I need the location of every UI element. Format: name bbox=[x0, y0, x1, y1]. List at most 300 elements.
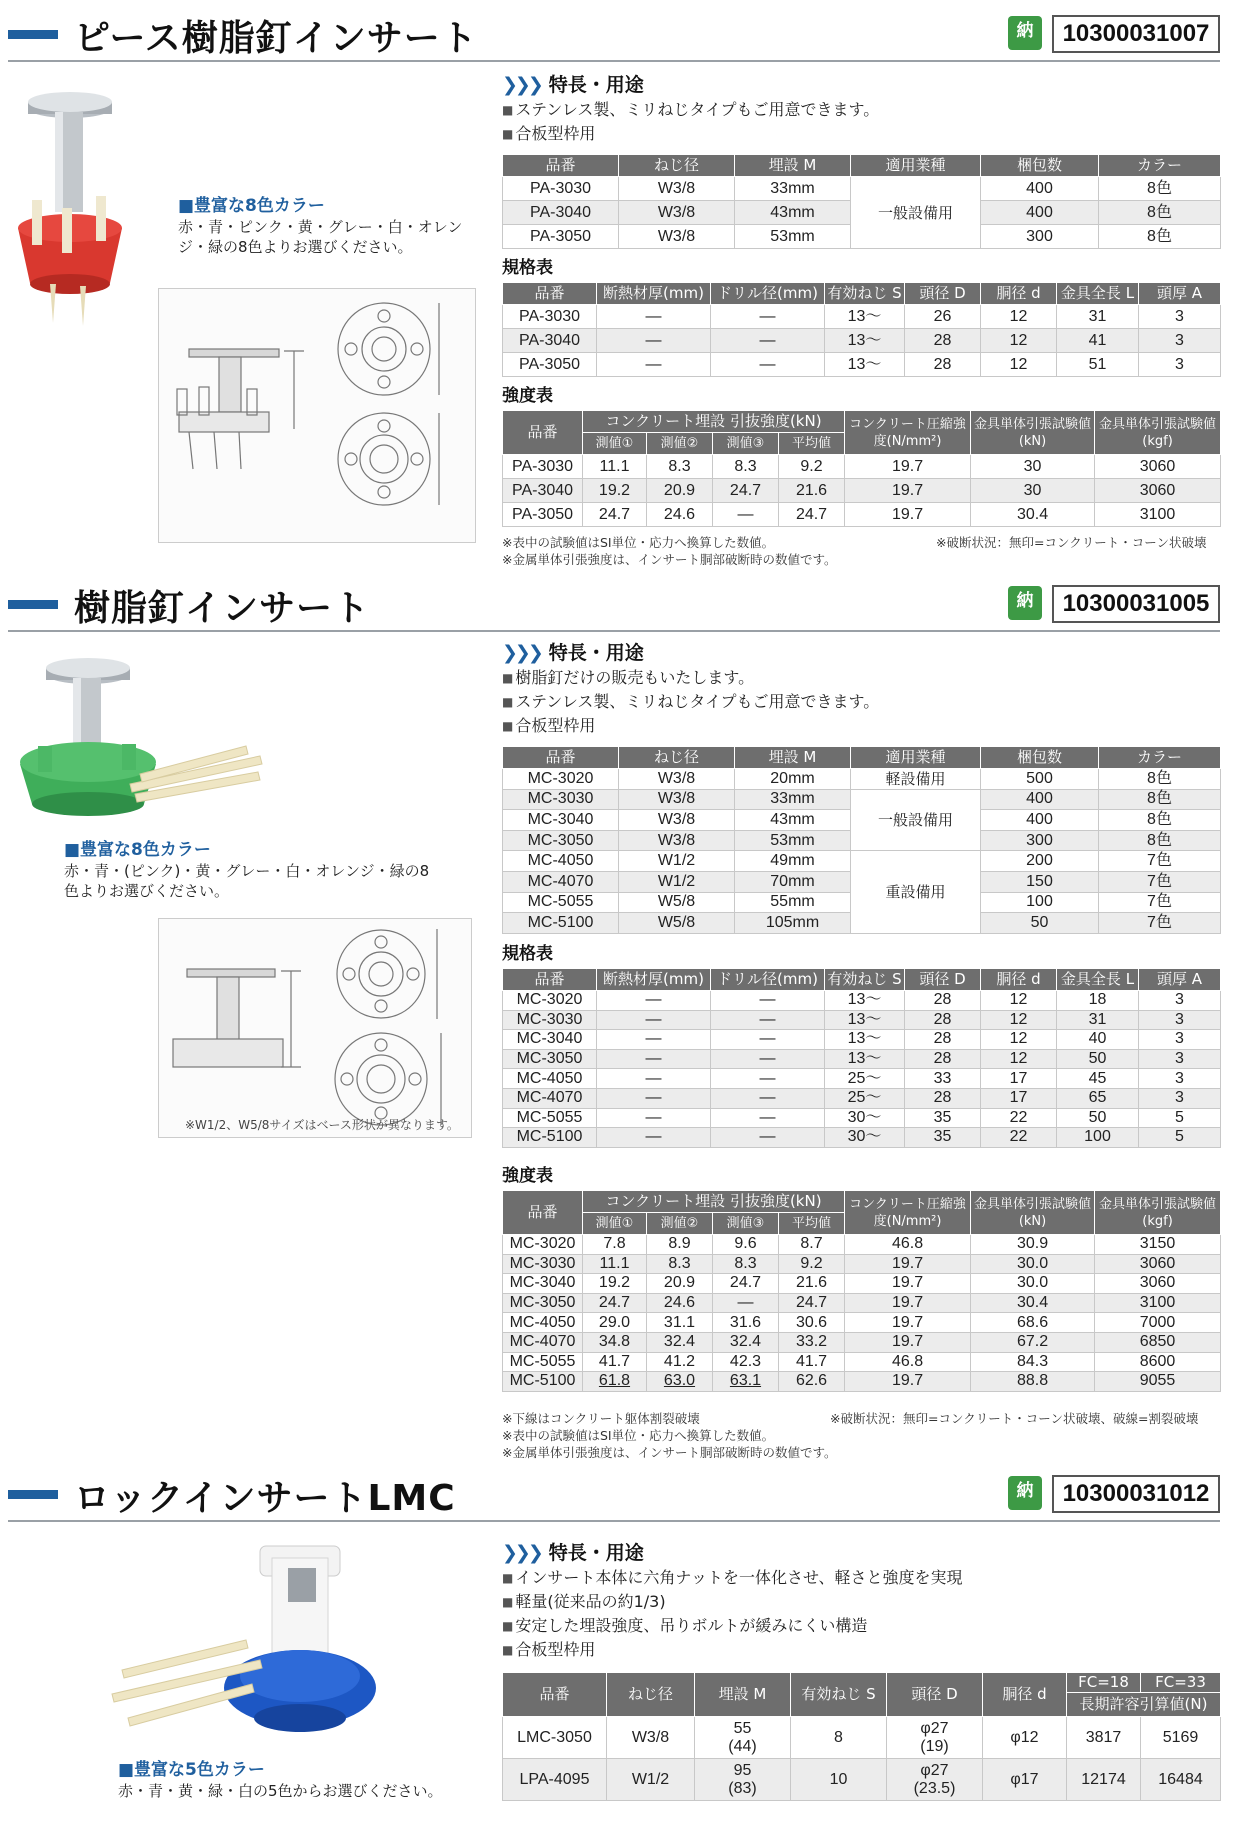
cell: W1/2 bbox=[619, 851, 735, 872]
product-photo bbox=[110, 1538, 400, 1738]
col-header: 測値③ bbox=[713, 1213, 779, 1235]
table-row bbox=[503, 789, 1221, 810]
cell: 51 bbox=[1057, 353, 1139, 377]
cell: 500 bbox=[981, 769, 1099, 790]
cell: 46.8 bbox=[845, 1352, 971, 1372]
cell bbox=[695, 1759, 791, 1801]
col-header: 長期許容引算値(N) bbox=[1067, 1693, 1221, 1717]
cell: 12 bbox=[981, 329, 1057, 353]
cell: 7色 bbox=[1099, 851, 1221, 872]
cell: MC-3050 bbox=[503, 1049, 597, 1069]
cell: — bbox=[597, 1030, 711, 1050]
spec-table bbox=[502, 282, 1221, 377]
cell: 5169 bbox=[1141, 1717, 1221, 1759]
cell: 3100 bbox=[1095, 1293, 1221, 1313]
color-caption bbox=[64, 840, 434, 901]
cell: 8色 bbox=[1099, 177, 1221, 201]
cell-line: (83) bbox=[728, 1779, 757, 1797]
cell: 12 bbox=[981, 1030, 1057, 1050]
cell: 5 bbox=[1139, 1128, 1221, 1148]
industry-cell: 重設備用 bbox=[851, 851, 981, 933]
table-row bbox=[503, 329, 1221, 353]
col-header: 梱包数 bbox=[981, 747, 1099, 769]
cell: 28 bbox=[905, 1088, 981, 1108]
delivery-badge-icon: 納 bbox=[1008, 16, 1042, 50]
col-header: 金具全長 L bbox=[1057, 969, 1139, 991]
cell: 68.6 bbox=[971, 1313, 1095, 1333]
cell: 19.7 bbox=[845, 1313, 971, 1333]
cell: MC-3040 bbox=[503, 1274, 583, 1294]
col-header: 測値① bbox=[583, 1213, 647, 1235]
cell: 63.0 bbox=[647, 1372, 713, 1392]
cell: 400 bbox=[981, 201, 1099, 225]
delivery-badge-icon: 納 bbox=[1008, 1476, 1042, 1510]
cell: 19.7 bbox=[845, 1332, 971, 1352]
cell: 3 bbox=[1139, 1088, 1221, 1108]
cell: 7.8 bbox=[583, 1235, 647, 1255]
cell: W1/2 bbox=[607, 1759, 695, 1801]
triple-chevron-icon: ❯❯❯ bbox=[502, 642, 541, 664]
cell: W3/8 bbox=[619, 177, 735, 201]
cell: 24.7 bbox=[779, 503, 845, 527]
dimension-drawing bbox=[158, 288, 476, 543]
table-row bbox=[503, 479, 1221, 503]
table-row bbox=[503, 1254, 1221, 1274]
col-header: 測値① bbox=[583, 433, 647, 455]
cell: 19.7 bbox=[845, 503, 971, 527]
table-row bbox=[503, 1128, 1221, 1148]
cell: 32.4 bbox=[647, 1332, 713, 1352]
table-row bbox=[503, 1088, 1221, 1108]
cell: 8.7 bbox=[779, 1235, 845, 1255]
footnote: ※金属単体引張強度は、インサート胴部破断時の数値です。 bbox=[502, 552, 837, 567]
cell: φ17 bbox=[983, 1759, 1067, 1801]
cell: 65 bbox=[1057, 1088, 1139, 1108]
cell: 30.6 bbox=[779, 1313, 845, 1333]
spec-title: 規格表 bbox=[502, 944, 553, 964]
table-row bbox=[503, 353, 1221, 377]
cell: 8色 bbox=[1099, 830, 1221, 851]
caption-text: 赤・青・黄・緑・白の5色からお選びください。 bbox=[118, 1782, 443, 1800]
header-accent-bar bbox=[8, 1490, 58, 1499]
cell: 3150 bbox=[1095, 1235, 1221, 1255]
cell: 13～ bbox=[825, 1049, 905, 1069]
cell: 8.3 bbox=[713, 1254, 779, 1274]
col-header: 埋設 M bbox=[735, 747, 851, 769]
cell: 12 bbox=[981, 1010, 1057, 1030]
footnote-right: ※破断状況：無印=コンクリート・コーン状破壊、破線=割裂破壊 bbox=[830, 1411, 1199, 1426]
cell: 400 bbox=[981, 177, 1099, 201]
cell: 150 bbox=[981, 871, 1099, 892]
cell-line: (23.5) bbox=[913, 1779, 956, 1797]
cell: MC-4070 bbox=[503, 871, 619, 892]
cell: 62.6 bbox=[779, 1372, 845, 1392]
table-row bbox=[503, 305, 1221, 329]
cell: PA-3040 bbox=[503, 329, 597, 353]
cell: MC-4070 bbox=[503, 1088, 597, 1108]
col-header: 頭径 D bbox=[887, 1673, 983, 1717]
cell-line: φ27 bbox=[920, 1719, 949, 1737]
cell: MC-3030 bbox=[503, 789, 619, 810]
cell: MC-4050 bbox=[503, 851, 619, 872]
cell: MC-4070 bbox=[503, 1332, 583, 1352]
cell: 24.7 bbox=[583, 1293, 647, 1313]
col-header: 測値② bbox=[647, 1213, 713, 1235]
features-heading bbox=[502, 1540, 1220, 1566]
features-heading-text: 特長・用途 bbox=[548, 642, 644, 664]
cell: 63.1 bbox=[713, 1372, 779, 1392]
cell: 3060 bbox=[1095, 455, 1221, 479]
table-row bbox=[503, 1010, 1221, 1030]
feature-item: ■ 合板型枠用 bbox=[502, 122, 1220, 146]
section-title: ピース樹脂釘インサート bbox=[74, 18, 478, 59]
cell: 12174 bbox=[1067, 1759, 1141, 1801]
section-header bbox=[8, 578, 1220, 632]
cell: 3 bbox=[1139, 353, 1221, 377]
cell: W3/8 bbox=[619, 789, 735, 810]
cell: 3 bbox=[1139, 1049, 1221, 1069]
color-caption bbox=[178, 196, 468, 257]
table-row bbox=[503, 1235, 1221, 1255]
cell: 46.8 bbox=[845, 1235, 971, 1255]
col-header: 品番 bbox=[503, 283, 597, 305]
features bbox=[502, 72, 1220, 146]
col-header: 品番 bbox=[503, 1673, 607, 1717]
cell: 50 bbox=[1057, 1049, 1139, 1069]
cell: 24.6 bbox=[647, 1293, 713, 1313]
col-header: 平均値 bbox=[779, 1213, 845, 1235]
col-header: FC=33 bbox=[1141, 1673, 1221, 1693]
cell: 8色 bbox=[1099, 769, 1221, 790]
cell: — bbox=[711, 1030, 825, 1050]
delivery-badge-icon: 納 bbox=[1008, 586, 1042, 620]
cell: φ12 bbox=[983, 1717, 1067, 1759]
caption-title: ■豊富な8色カラー bbox=[178, 196, 325, 216]
col-header: 品番 bbox=[503, 747, 619, 769]
cell: MC-5100 bbox=[503, 1128, 597, 1148]
cell: 29.0 bbox=[583, 1313, 647, 1333]
cell: 40 bbox=[1057, 1030, 1139, 1050]
cell: 8色 bbox=[1099, 225, 1221, 249]
cell: 30.4 bbox=[971, 503, 1095, 527]
cell: 42.3 bbox=[713, 1352, 779, 1372]
drawing-note: ※W1/2、W5/8サイズはベース形状が異なります。 bbox=[185, 1118, 459, 1132]
cell: — bbox=[711, 1010, 825, 1030]
cell: 43mm bbox=[735, 201, 851, 225]
cell: 31.6 bbox=[713, 1313, 779, 1333]
table-row bbox=[503, 1352, 1221, 1372]
col-header: 品番 bbox=[503, 155, 619, 177]
cell: MC-3020 bbox=[503, 991, 597, 1011]
col-header: 有効ねじ S bbox=[791, 1673, 887, 1717]
cell: 45 bbox=[1057, 1069, 1139, 1089]
col-header: 頭径 D bbox=[905, 969, 981, 991]
cell: 3060 bbox=[1095, 1254, 1221, 1274]
cell-line: φ27 bbox=[920, 1761, 949, 1779]
cell: — bbox=[597, 1128, 711, 1148]
col-header: ドリル径(mm) bbox=[711, 283, 825, 305]
cell: 9055 bbox=[1095, 1372, 1221, 1392]
feature-item: ■ 樹脂釘だけの販売もいたします。 bbox=[502, 666, 1220, 690]
cell: 13～ bbox=[825, 353, 905, 377]
cell: 13～ bbox=[825, 305, 905, 329]
cell: MC-3040 bbox=[503, 1030, 597, 1050]
cell: — bbox=[713, 503, 779, 527]
cell: W3/8 bbox=[619, 769, 735, 790]
feature-item: ■ 合板型枠用 bbox=[502, 1638, 1220, 1662]
cell-line: (44) bbox=[728, 1737, 757, 1755]
cell: — bbox=[597, 1069, 711, 1089]
cell: LPA-4095 bbox=[503, 1759, 607, 1801]
features bbox=[502, 640, 1220, 738]
col-header: 頭厚 A bbox=[1139, 283, 1221, 305]
color-caption bbox=[118, 1760, 498, 1801]
cell: 30 bbox=[971, 455, 1095, 479]
cell: 24.7 bbox=[713, 479, 779, 503]
cell: 31.1 bbox=[647, 1313, 713, 1333]
section-title: ロックインサートLMC bbox=[74, 1478, 456, 1519]
strength-table bbox=[502, 1190, 1221, 1392]
footnote: ※表中の試験値はSI単位・応力へ換算した数値。 bbox=[502, 535, 775, 550]
cell: — bbox=[711, 329, 825, 353]
cell: 8.9 bbox=[647, 1235, 713, 1255]
cell: 49mm bbox=[735, 851, 851, 872]
col-header: 品番 bbox=[503, 1191, 583, 1235]
cell: 6850 bbox=[1095, 1332, 1221, 1352]
col-header: ドリル径(mm) bbox=[711, 969, 825, 991]
section-lock-insert-lmc bbox=[0, 1468, 1240, 1824]
cell: 28 bbox=[905, 1049, 981, 1069]
cell: MC-4050 bbox=[503, 1313, 583, 1333]
cell: 33.2 bbox=[779, 1332, 845, 1352]
col-header: 金具単体引張試験値(kgf) bbox=[1095, 411, 1221, 455]
cell: — bbox=[711, 1108, 825, 1128]
industry-cell: 軽設備用 bbox=[851, 769, 981, 790]
table-row bbox=[503, 1293, 1221, 1313]
col-header: 品番 bbox=[503, 411, 583, 455]
col-header: 胴径 d bbox=[981, 969, 1057, 991]
product-code: 10300031005 bbox=[1052, 585, 1220, 623]
col-header: 測値③ bbox=[713, 433, 779, 455]
table-row bbox=[503, 1759, 1221, 1801]
cell-line: (19) bbox=[920, 1737, 949, 1755]
cell: W5/8 bbox=[619, 892, 735, 913]
cell: 53mm bbox=[735, 225, 851, 249]
cell: 12 bbox=[981, 991, 1057, 1011]
col-header: 適用業種 bbox=[851, 155, 981, 177]
col-header: 埋設 M bbox=[735, 155, 851, 177]
table-row bbox=[503, 991, 1221, 1011]
cell: 400 bbox=[981, 810, 1099, 831]
col-header: 金具単体引張試験値(kN) bbox=[971, 411, 1095, 455]
cell: 100 bbox=[981, 892, 1099, 913]
cell: — bbox=[713, 1293, 779, 1313]
cell bbox=[695, 1717, 791, 1759]
cell: W3/8 bbox=[619, 810, 735, 831]
cell: — bbox=[597, 305, 711, 329]
cell: — bbox=[711, 991, 825, 1011]
cell: PA-3040 bbox=[503, 201, 619, 225]
col-header: 頭径 D bbox=[905, 283, 981, 305]
product-photo bbox=[10, 654, 270, 819]
col-header: 有効ねじ S bbox=[825, 283, 905, 305]
cell: 41.7 bbox=[779, 1352, 845, 1372]
cell: MC-5055 bbox=[503, 1108, 597, 1128]
cell: — bbox=[711, 1088, 825, 1108]
cell: 21.6 bbox=[779, 1274, 845, 1294]
table-row bbox=[503, 1274, 1221, 1294]
triple-chevron-icon: ❯❯❯ bbox=[502, 74, 541, 96]
cell: 53mm bbox=[735, 830, 851, 851]
industry-cell: 一般設備用 bbox=[851, 789, 981, 851]
cell: 3 bbox=[1139, 1069, 1221, 1089]
col-header: カラー bbox=[1099, 747, 1221, 769]
cell: 30.9 bbox=[971, 1235, 1095, 1255]
cell: MC-3030 bbox=[503, 1010, 597, 1030]
col-header: 測値② bbox=[647, 433, 713, 455]
table-row bbox=[503, 1030, 1221, 1050]
cell: 67.2 bbox=[971, 1332, 1095, 1352]
col-header: ねじ径 bbox=[619, 747, 735, 769]
cell: 41 bbox=[1057, 329, 1139, 353]
col-header: 有効ねじ S bbox=[825, 969, 905, 991]
cell: 19.2 bbox=[583, 479, 647, 503]
table-row bbox=[503, 1108, 1221, 1128]
cell: 33mm bbox=[735, 177, 851, 201]
cell: 7色 bbox=[1099, 913, 1221, 934]
table-row bbox=[503, 851, 1221, 872]
cell: 3060 bbox=[1095, 479, 1221, 503]
col-header: 平均値 bbox=[779, 433, 845, 455]
cell: 300 bbox=[981, 225, 1099, 249]
cell: 3 bbox=[1139, 1030, 1221, 1050]
product-table bbox=[502, 154, 1221, 249]
feature-item: ■ インサート本体に六角ナットを一体化させ、軽さと強度を実現 bbox=[502, 1566, 1220, 1590]
table-row bbox=[503, 455, 1221, 479]
cell: W3/8 bbox=[619, 201, 735, 225]
table-row bbox=[503, 503, 1221, 527]
table-row bbox=[503, 1332, 1221, 1352]
cell: 31 bbox=[1057, 1010, 1139, 1030]
cell: — bbox=[711, 1049, 825, 1069]
section-piece-resin-nail-insert bbox=[0, 8, 1240, 568]
cell: 84.3 bbox=[971, 1352, 1095, 1372]
cell: MC-3020 bbox=[503, 1235, 583, 1255]
cell: 41.2 bbox=[647, 1352, 713, 1372]
col-header: 胴径 d bbox=[983, 1673, 1067, 1717]
cell: 35 bbox=[905, 1128, 981, 1148]
table-row bbox=[503, 177, 1221, 201]
cell: PA-3030 bbox=[503, 455, 583, 479]
cell: 88.8 bbox=[971, 1372, 1095, 1392]
feature-item: ■ ステンレス製、ミリねじタイプもご用意できます。 bbox=[502, 690, 1220, 714]
cell: 55mm bbox=[735, 892, 851, 913]
cell: 7色 bbox=[1099, 871, 1221, 892]
cell: 3060 bbox=[1095, 1274, 1221, 1294]
industry-cell: 一般設備用 bbox=[851, 177, 981, 249]
cell bbox=[887, 1717, 983, 1759]
cell: MC-3040 bbox=[503, 810, 619, 831]
cell: 300 bbox=[981, 830, 1099, 851]
cell: PA-3030 bbox=[503, 177, 619, 201]
product-photo bbox=[10, 88, 160, 338]
col-header: 断熱材厚(mm) bbox=[597, 969, 711, 991]
cell: — bbox=[597, 1049, 711, 1069]
cell: W3/8 bbox=[619, 830, 735, 851]
section-header bbox=[8, 8, 1220, 62]
product-table bbox=[502, 746, 1221, 934]
cell-line: 95 bbox=[733, 1761, 752, 1779]
features-heading bbox=[502, 72, 1220, 98]
cell: 16484 bbox=[1141, 1759, 1221, 1801]
cell: PA-3050 bbox=[503, 503, 583, 527]
cell: 24.7 bbox=[713, 1274, 779, 1294]
cell: PA-3040 bbox=[503, 479, 583, 503]
cell: W5/8 bbox=[619, 913, 735, 934]
cell: 5 bbox=[1139, 1108, 1221, 1128]
cell: 28 bbox=[905, 991, 981, 1011]
feature-item: ■ 安定した埋設強度、吊りボルトが緩みにくい構造 bbox=[502, 1614, 1220, 1638]
cell: 19.7 bbox=[845, 479, 971, 503]
cell: 11.1 bbox=[583, 455, 647, 479]
cell: PA-3050 bbox=[503, 353, 597, 377]
col-header: 金具単体引張試験値(kgf) bbox=[1095, 1191, 1221, 1235]
cell: 8色 bbox=[1099, 810, 1221, 831]
cell: 13～ bbox=[825, 1030, 905, 1050]
cell: 25～ bbox=[825, 1088, 905, 1108]
cell: 7色 bbox=[1099, 892, 1221, 913]
cell: 24.6 bbox=[647, 503, 713, 527]
cell: — bbox=[597, 1088, 711, 1108]
cell: 34.8 bbox=[583, 1332, 647, 1352]
cell: 21.6 bbox=[779, 479, 845, 503]
cell: — bbox=[597, 991, 711, 1011]
cell: 3100 bbox=[1095, 503, 1221, 527]
cell: 3 bbox=[1139, 1010, 1221, 1030]
cell: 13～ bbox=[825, 991, 905, 1011]
feature-item: ■ 合板型枠用 bbox=[502, 714, 1220, 738]
cell: MC-5100 bbox=[503, 913, 619, 934]
cell: 17 bbox=[981, 1069, 1057, 1089]
section-title: 樹脂釘インサート bbox=[74, 588, 371, 629]
cell: — bbox=[711, 353, 825, 377]
strength-title: 強度表 bbox=[502, 386, 553, 406]
cell: 9.2 bbox=[779, 1254, 845, 1274]
dimension-drawing bbox=[158, 918, 472, 1138]
cell: 200 bbox=[981, 851, 1099, 872]
product-code: 10300031007 bbox=[1052, 15, 1220, 53]
col-header: 梱包数 bbox=[981, 155, 1099, 177]
cell: 13～ bbox=[825, 329, 905, 353]
product-code: 10300031012 bbox=[1052, 1475, 1220, 1513]
cell: 19.7 bbox=[845, 455, 971, 479]
cell: 28 bbox=[905, 329, 981, 353]
cell: W3/8 bbox=[607, 1717, 695, 1759]
cell: 400 bbox=[981, 789, 1099, 810]
caption-text: 赤・青・ピンク・黄・グレー・白・オレンジ・緑の8色よりお選びください。 bbox=[178, 218, 463, 256]
features bbox=[502, 1540, 1220, 1662]
cell: 7000 bbox=[1095, 1313, 1221, 1333]
col-header: 金具全長 L bbox=[1057, 283, 1139, 305]
strength-table bbox=[502, 410, 1221, 527]
table-row bbox=[503, 1313, 1221, 1333]
cell: 30～ bbox=[825, 1128, 905, 1148]
cell: 8600 bbox=[1095, 1352, 1221, 1372]
cell: 50 bbox=[1057, 1108, 1139, 1128]
cell: MC-3030 bbox=[503, 1254, 583, 1274]
col-header: コンクリート圧縮強度(N/mm²) bbox=[845, 1191, 971, 1235]
cell: — bbox=[597, 1108, 711, 1128]
